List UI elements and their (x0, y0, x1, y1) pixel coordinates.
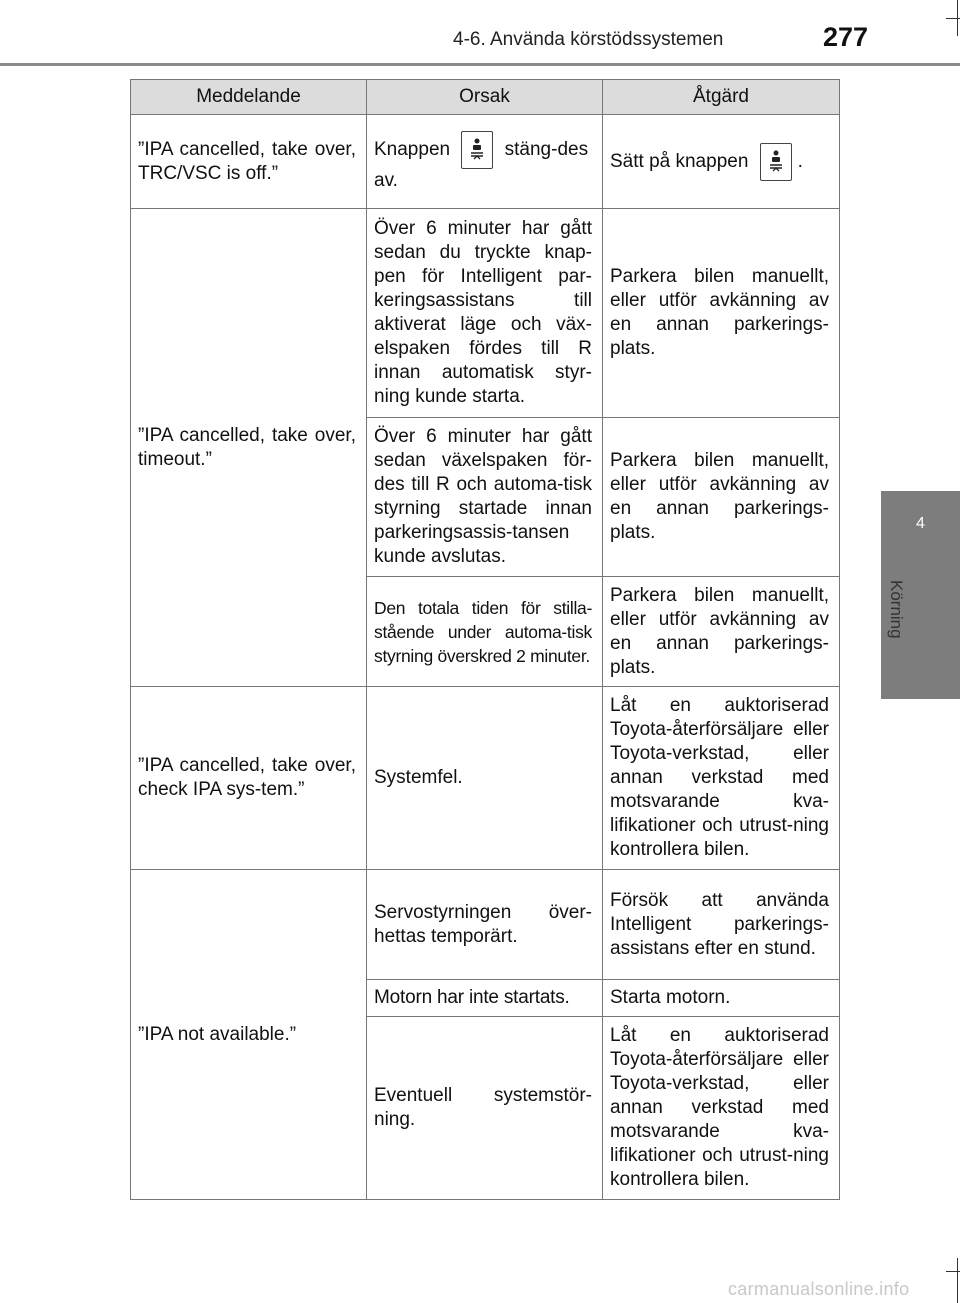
crop-mark-bottom-right-h (946, 1271, 960, 1272)
cause-text: stäng-des av. (374, 138, 589, 191)
action-cell: Parkera bilen manuellt, eller utför avkänning av en annan parkerings-plats. (603, 209, 840, 418)
chapter-label: Körning (887, 580, 906, 639)
table-row (131, 870, 840, 980)
header-message: Meddelande (131, 80, 367, 115)
action-cell: Parkera bilen manuellt, eller utför avkänning av en annan parkerings-plats. (603, 418, 840, 577)
cause-cell: Över 6 minuter har gått sedan du tryckte knap-pen för Intelligent par-keringsassistans till aktiverat läge och väx-elspaken fördes till R innan automatisk styr-ning kunde starta. (367, 209, 603, 418)
table-row (131, 687, 840, 870)
crop-mark-bottom-right (957, 1258, 958, 1303)
cause-cell: Över 6 minuter har gått sedan växelspaken för-des till R och automa-tisk styrning startade innan parkeringsassis-tansen kunde avslutas. (367, 418, 603, 577)
action-cell: Försök att använda Intelligent parkerings-assistans efter en stund. (603, 870, 840, 980)
parking-assist-switch-icon (760, 143, 792, 181)
cause-cell: Servostyrningen över-hettas temporärt. (367, 870, 603, 980)
message-cell: ”IPA cancelled, take over, check IPA sys-tem.” (131, 687, 367, 870)
cause-text: Knappen (374, 138, 451, 160)
action-cell: Låt en auktoriserad Toyota-återförsäljare eller Toyota-verkstad, eller annan verkstad med motsvarande kva-lifikationer och utrust-ning kontrollera bilen. (603, 1017, 840, 1200)
cause-cell: Eventuell systemstör-ning. (367, 1017, 603, 1200)
message-cell: ”IPA cancelled, take over, timeout.” (131, 209, 367, 687)
table-header-row (131, 80, 840, 115)
chapter-number: 4 (916, 515, 925, 532)
cause-cell: Motorn har inte startats. (367, 980, 603, 1017)
table-row (131, 115, 840, 209)
section-title: 4-6. Använda körstödssystemen (453, 29, 724, 50)
crop-mark-top-right-h (946, 18, 960, 19)
action-cell: Parkera bilen manuellt, eller utför avkänning av en annan parkerings-plats. (603, 577, 840, 687)
action-cell (603, 115, 840, 209)
action-text: Sätt på knappen (610, 150, 749, 172)
header-divider (0, 63, 960, 66)
parking-assist-switch-icon (461, 131, 493, 169)
cause-cell: Den totala tiden för stilla-stående under automa-tisk styrning överskred 2 minuter. (367, 577, 603, 687)
watermark: carmanualsonline.info (728, 1279, 910, 1299)
action-text: . (797, 150, 803, 172)
table-row (131, 209, 840, 418)
message-cell: ”IPA not available.” (131, 870, 367, 1200)
action-cell: Starta motorn. (603, 980, 840, 1017)
page-number: 277 (823, 22, 869, 52)
header-cause: Orsak (367, 80, 603, 115)
message-table (130, 79, 840, 1200)
cause-cell (367, 115, 603, 209)
action-cell: Låt en auktoriserad Toyota-återförsäljare eller Toyota-verkstad, eller annan verkstad med motsvarande kva-lifikationer och utrust-ning kontrollera bilen. (603, 687, 840, 870)
header-action: Åtgärd (603, 80, 840, 115)
cause-cell: Systemfel. (367, 687, 603, 870)
message-cell: ”IPA cancelled, take over, TRC/VSC is off.” (131, 115, 367, 209)
